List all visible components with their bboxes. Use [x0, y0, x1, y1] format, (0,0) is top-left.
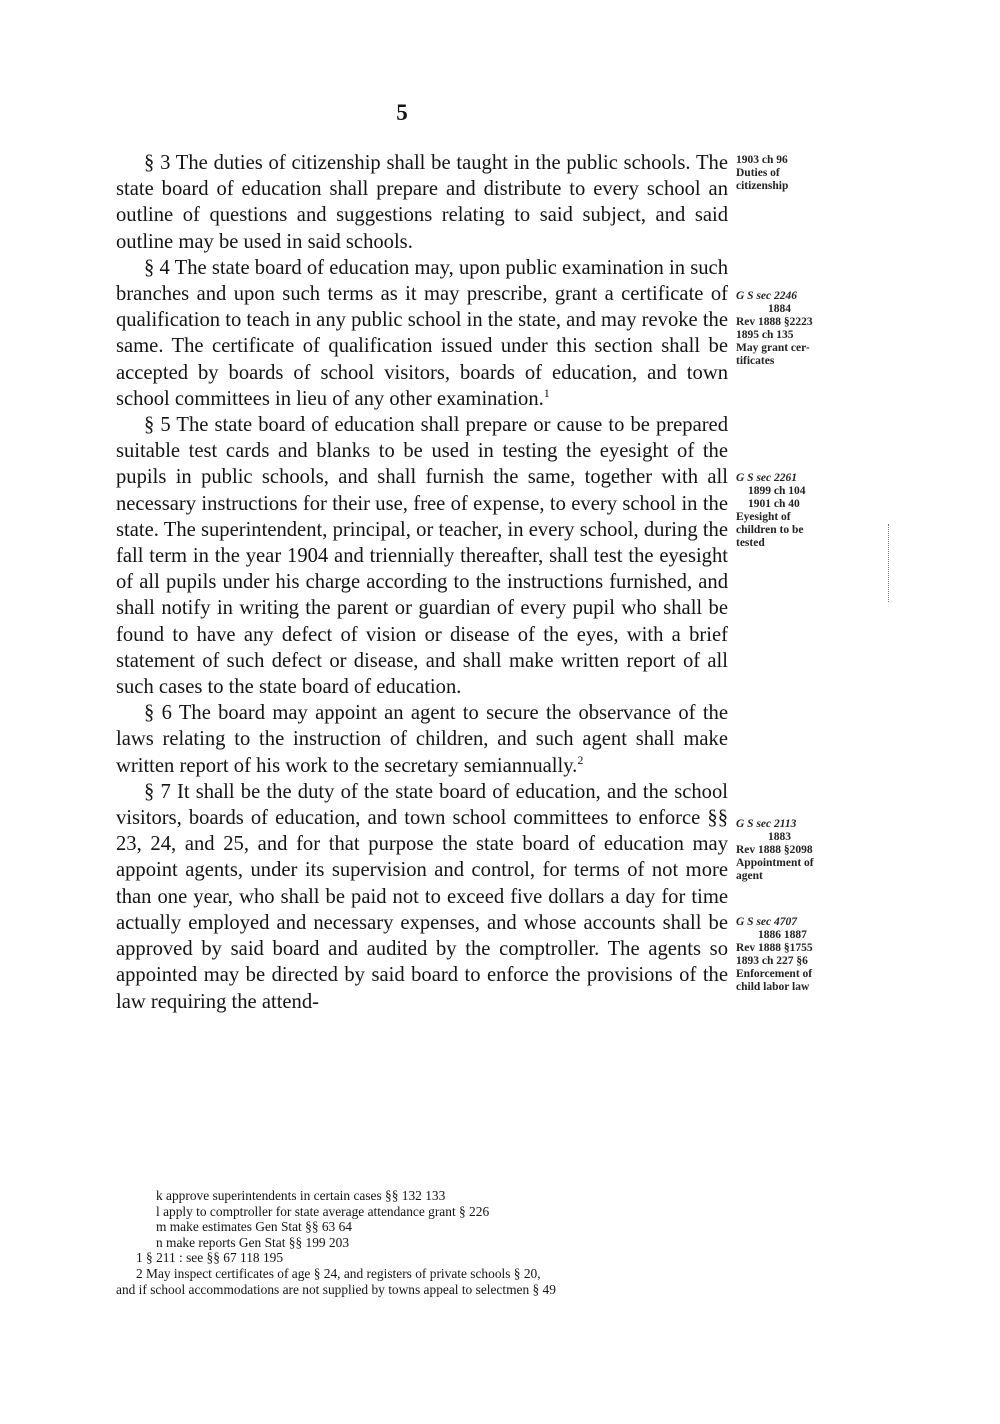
margin-heading: children to be	[736, 524, 804, 536]
margin-citation: Rev 1888 §1755	[736, 942, 813, 954]
margin-citation: G S sec 2246	[736, 290, 798, 302]
margin-note-section-5	[736, 472, 866, 550]
margin-citation: 1893 ch 227 §6	[736, 955, 808, 967]
margin-heading: child labor law	[736, 981, 810, 993]
margin-citation: 1884	[768, 303, 791, 315]
section-7-text: § 7 It shall be the duty of the state board of education, and the school visitors, boards of education, and town school committees to enforce §§ 23, 24, and 25, and for that purpose the state board of education may appoint agents, under its supervision and control, for terms of not more than one year, who shall be paid not to exceed five dollars a day for time actually employed and necessary expenses, and whose accounts shall be approved by said board and audited by the comptroller. The agents so appointed may be directed by said board to enforce the provisions of the law requiring the attend-	[116, 780, 728, 1013]
margin-citation: Rev 1888 §2223	[736, 316, 813, 328]
margin-citation: 1895 ch 135	[736, 329, 794, 341]
section-4-text: § 4 The state board of education may, upon public examination in such branches and upon such terms as it may prescribe, grant a certificate of qualification to teach in any public school in the state, and may revoke the same. The certificate of qualification issued under this section shall be accepted by boards of school visitors, boards of education, and town school committees in lieu of any other examination.	[116, 256, 728, 410]
footnote-2-continued: and if school accommodations are not supplied by towns appeal to selectmen § 49	[116, 1281, 556, 1297]
section-7	[116, 779, 728, 1015]
margin-note-section-6	[736, 818, 866, 883]
margin-citation: Rev 1888 §2098	[736, 844, 813, 856]
margin-citation: 1901 ch 40	[748, 498, 800, 510]
margin-note-section-7	[736, 916, 866, 994]
margin-citation: 1903 ch 96	[736, 154, 788, 166]
scan-artifact-mark	[888, 524, 890, 602]
page-number: 5	[396, 100, 408, 125]
section-6	[116, 700, 728, 779]
margin-citation: 1899 ch 104	[748, 485, 806, 497]
margin-heading: Eyesight of	[736, 511, 791, 523]
body-text	[116, 150, 728, 1015]
margin-citation: G S sec 4707	[736, 916, 798, 928]
margin-heading: Appointment of	[736, 857, 814, 869]
section-3	[116, 150, 728, 255]
section-5	[116, 412, 728, 700]
section-5-text: § 5 The state board of education shall prepare or cause to be prepared suitable test cards and blanks to be used in testing the eyesight of the pupils in public schools, and shall furnish the same, together with all necessary instructions for their use, free of expense, to every school in the state. The superintendent, principal, or teacher, in every school, during the fall term in the year 1904 and triennially thereafter, shall test the eyesight of all pupils under his charge according to the instructions furnished, and shall notify in writing the parent or guardian of every pupil who shall be found to have any defect of vision or disease of the eyes, with a brief statement of such defect or disease, and shall make written report of all such cases to the state board of education.	[116, 414, 728, 699]
margin-citation: 1886 1887	[758, 929, 807, 941]
margin-heading: tested	[736, 537, 765, 549]
footnote-line: l apply to comptroller for state average attendance grant § 226	[156, 1203, 490, 1219]
section-6-text: § 6 The board may appoint an agent to secure the observance of the laws relating to the instruction of children, and such agent shall make written report of his work to the secretary semiannually.	[116, 702, 728, 777]
margin-heading: Duties of	[736, 167, 780, 179]
footnote-ref-2: 2	[577, 752, 584, 767]
section-3-text: § 3 The duties of citizenship shall be taught in the public schools. The state board of education shall prepare and distribute to every school an outline of questions and suggestions relating to said subject, and said outline may be used in said schools.	[116, 152, 728, 253]
footnote-line: n make reports Gen Stat §§ 199 203	[156, 1234, 350, 1250]
section-4	[116, 255, 728, 412]
margin-heading: Enforcement of	[736, 968, 813, 980]
margin-citation: 1883	[768, 831, 791, 843]
margin-heading: citizenship	[736, 180, 789, 192]
margin-heading: May grant cer-	[736, 342, 810, 354]
margin-citation: G S sec 2261	[736, 472, 798, 484]
footnote-line: m make estimates Gen Stat §§ 63 64	[156, 1219, 352, 1235]
margin-note-section-3	[736, 154, 866, 193]
margin-heading: tificates	[736, 355, 775, 367]
footnote-2: 2 May inspect certificates of age § 24, and registers of private schools § 20,	[136, 1265, 541, 1281]
footnote-1: 1 § 211 : see §§ 67 118 195	[136, 1250, 284, 1266]
footnotes	[116, 1188, 756, 1297]
margin-heading: agent	[736, 870, 763, 882]
margin-note-section-4	[736, 290, 866, 368]
footnote-ref-1: 1	[543, 385, 550, 400]
margin-citation: G S sec 2113	[736, 818, 797, 830]
footnote-line: k approve superintendents in certain cases §§ 132 133	[156, 1188, 446, 1203]
